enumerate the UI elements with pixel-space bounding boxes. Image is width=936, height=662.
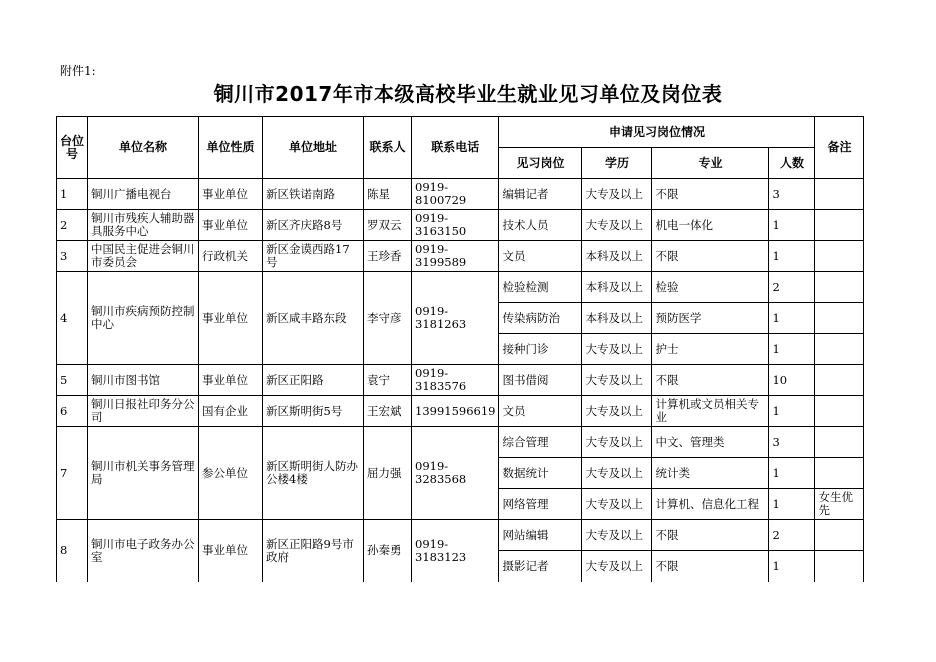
position-major: 不限 [652, 365, 769, 396]
position-remark: 女生优先 [815, 489, 864, 520]
position-education: 大专及以上 [582, 179, 652, 210]
position-education: 大专及以上 [582, 458, 652, 489]
position-major: 预防医学 [652, 303, 769, 334]
unit-no: 3 [57, 241, 88, 272]
position-major: 不限 [652, 551, 769, 582]
unit-name: 中国民主促进会铜川市委员会 [88, 241, 199, 272]
unit-phone: 0919-3199589 [412, 241, 499, 272]
unit-name: 铜川市残疾人辅助器具服务中心 [88, 210, 199, 241]
unit-nature: 事业单位 [199, 365, 263, 396]
position-education: 大专及以上 [582, 520, 652, 551]
position-count: 1 [769, 241, 815, 272]
position-name: 数据统计 [499, 458, 582, 489]
header-nature: 单位性质 [199, 117, 263, 179]
unit-contact: 陈星 [364, 179, 412, 210]
position-remark [815, 396, 864, 427]
table-row [57, 520, 864, 551]
position-name: 图书借阅 [499, 365, 582, 396]
unit-name: 铜川市电子政务办公室 [88, 520, 199, 582]
position-major: 检验 [652, 272, 769, 303]
unit-name: 铜川市机关事务管理局 [88, 427, 199, 520]
attachment-label: 附件1: [60, 64, 96, 78]
header-phone: 联系电话 [412, 117, 499, 179]
position-remark [815, 272, 864, 303]
position-education: 本科及以上 [582, 272, 652, 303]
position-count: 3 [769, 427, 815, 458]
unit-nature: 事业单位 [199, 179, 263, 210]
position-count: 1 [769, 396, 815, 427]
position-major: 护士 [652, 334, 769, 365]
unit-contact: 李守彦 [364, 272, 412, 365]
table-body [57, 179, 864, 582]
position-remark [815, 210, 864, 241]
position-education: 大专及以上 [582, 427, 652, 458]
unit-phone: 0919-8100729 [412, 179, 499, 210]
position-name: 检验检测 [499, 272, 582, 303]
table-row [57, 179, 864, 210]
unit-contact: 王珍香 [364, 241, 412, 272]
position-remark [815, 458, 864, 489]
unit-address: 新区斯明街5号 [263, 396, 364, 427]
table-row [57, 241, 864, 272]
position-count: 10 [769, 365, 815, 396]
position-remark [815, 520, 864, 551]
header-name: 单位名称 [88, 117, 199, 179]
unit-nature: 国有企业 [199, 396, 263, 427]
unit-contact: 王宏斌 [364, 396, 412, 427]
position-remark [815, 365, 864, 396]
position-name: 综合管理 [499, 427, 582, 458]
position-education: 大专及以上 [582, 210, 652, 241]
unit-no: 6 [57, 396, 88, 427]
position-name: 技术人员 [499, 210, 582, 241]
position-major: 不限 [652, 241, 769, 272]
unit-address: 新区铁诺南路 [263, 179, 364, 210]
table-row [57, 365, 864, 396]
position-name: 网站编辑 [499, 520, 582, 551]
unit-phone: 0919-3283568 [412, 427, 499, 520]
unit-name: 铜川市图书馆 [88, 365, 199, 396]
header-address: 单位地址 [263, 117, 364, 179]
position-major: 不限 [652, 520, 769, 551]
internship-table [56, 116, 864, 582]
position-education: 大专及以上 [582, 334, 652, 365]
unit-address: 新区咸丰路东段 [263, 272, 364, 365]
position-major: 计算机、信息化工程 [652, 489, 769, 520]
position-count: 1 [769, 489, 815, 520]
unit-address: 新区正阳路9号市政府 [263, 520, 364, 582]
unit-address: 新区齐庆路8号 [263, 210, 364, 241]
unit-address: 新区正阳路 [263, 365, 364, 396]
table-row [57, 210, 864, 241]
unit-address: 新区斯明街人防办公楼4楼 [263, 427, 364, 520]
unit-nature: 事业单位 [199, 210, 263, 241]
table-row [57, 396, 864, 427]
table-row [57, 272, 864, 303]
unit-nature: 参公单位 [199, 427, 263, 520]
position-education: 大专及以上 [582, 365, 652, 396]
page-title: 铜川市2017年市本级高校毕业生就业见习单位及岗位表 [213, 82, 723, 106]
header-contact: 联系人 [364, 117, 412, 179]
position-count: 2 [769, 520, 815, 551]
header-education: 学历 [582, 148, 652, 179]
position-name: 文员 [499, 241, 582, 272]
unit-nature: 行政机关 [199, 241, 263, 272]
unit-contact: 袁宁 [364, 365, 412, 396]
unit-phone: 0919-3183576 [412, 365, 499, 396]
unit-phone: 0919-3183123 [412, 520, 499, 582]
table-row [57, 427, 864, 458]
position-education: 本科及以上 [582, 303, 652, 334]
position-remark [815, 427, 864, 458]
position-name: 编辑记者 [499, 179, 582, 210]
unit-no: 2 [57, 210, 88, 241]
unit-address: 新区金谟西路17号 [263, 241, 364, 272]
unit-contact: 屈力强 [364, 427, 412, 520]
position-education: 大专及以上 [582, 551, 652, 582]
header-major: 专业 [652, 148, 769, 179]
unit-contact: 孙秦勇 [364, 520, 412, 582]
position-count: 1 [769, 458, 815, 489]
unit-phone: 13991596619 [412, 396, 499, 427]
position-name: 传染病防治 [499, 303, 582, 334]
unit-phone: 0919-3181263 [412, 272, 499, 365]
unit-no: 4 [57, 272, 88, 365]
unit-contact: 罗双云 [364, 210, 412, 241]
header-remark: 备注 [815, 117, 864, 179]
position-name: 摄影记者 [499, 551, 582, 582]
position-major: 不限 [652, 179, 769, 210]
position-count: 3 [769, 179, 815, 210]
unit-nature: 事业单位 [199, 272, 263, 365]
position-name: 接种门诊 [499, 334, 582, 365]
position-major: 机电一体化 [652, 210, 769, 241]
position-count: 1 [769, 551, 815, 582]
header-position: 见习岗位 [499, 148, 582, 179]
unit-name: 铜川广播电视台 [88, 179, 199, 210]
header-positions-group: 申请见习岗位情况 [499, 117, 815, 148]
position-remark [815, 334, 864, 365]
position-education: 大专及以上 [582, 489, 652, 520]
position-count: 2 [769, 272, 815, 303]
unit-no: 1 [57, 179, 88, 210]
position-count: 1 [769, 210, 815, 241]
unit-no: 5 [57, 365, 88, 396]
unit-no: 8 [57, 520, 88, 582]
header-count: 人数 [769, 148, 815, 179]
unit-no: 7 [57, 427, 88, 520]
position-count: 1 [769, 303, 815, 334]
position-education: 本科及以上 [582, 241, 652, 272]
position-remark [815, 241, 864, 272]
unit-nature: 事业单位 [199, 520, 263, 582]
header-no: 台位号 [57, 117, 88, 179]
position-name: 网络管理 [499, 489, 582, 520]
position-remark [815, 551, 864, 582]
unit-name: 铜川日报社印务分公司 [88, 396, 199, 427]
position-major: 中文、管理类 [652, 427, 769, 458]
position-major: 统计类 [652, 458, 769, 489]
position-major: 计算机或文员相关专业 [652, 396, 769, 427]
position-education: 大专及以上 [582, 396, 652, 427]
position-remark [815, 303, 864, 334]
position-count: 1 [769, 334, 815, 365]
position-name: 文员 [499, 396, 582, 427]
unit-name: 铜川市疾病预防控制中心 [88, 272, 199, 365]
position-remark [815, 179, 864, 210]
unit-phone: 0919-3163150 [412, 210, 499, 241]
